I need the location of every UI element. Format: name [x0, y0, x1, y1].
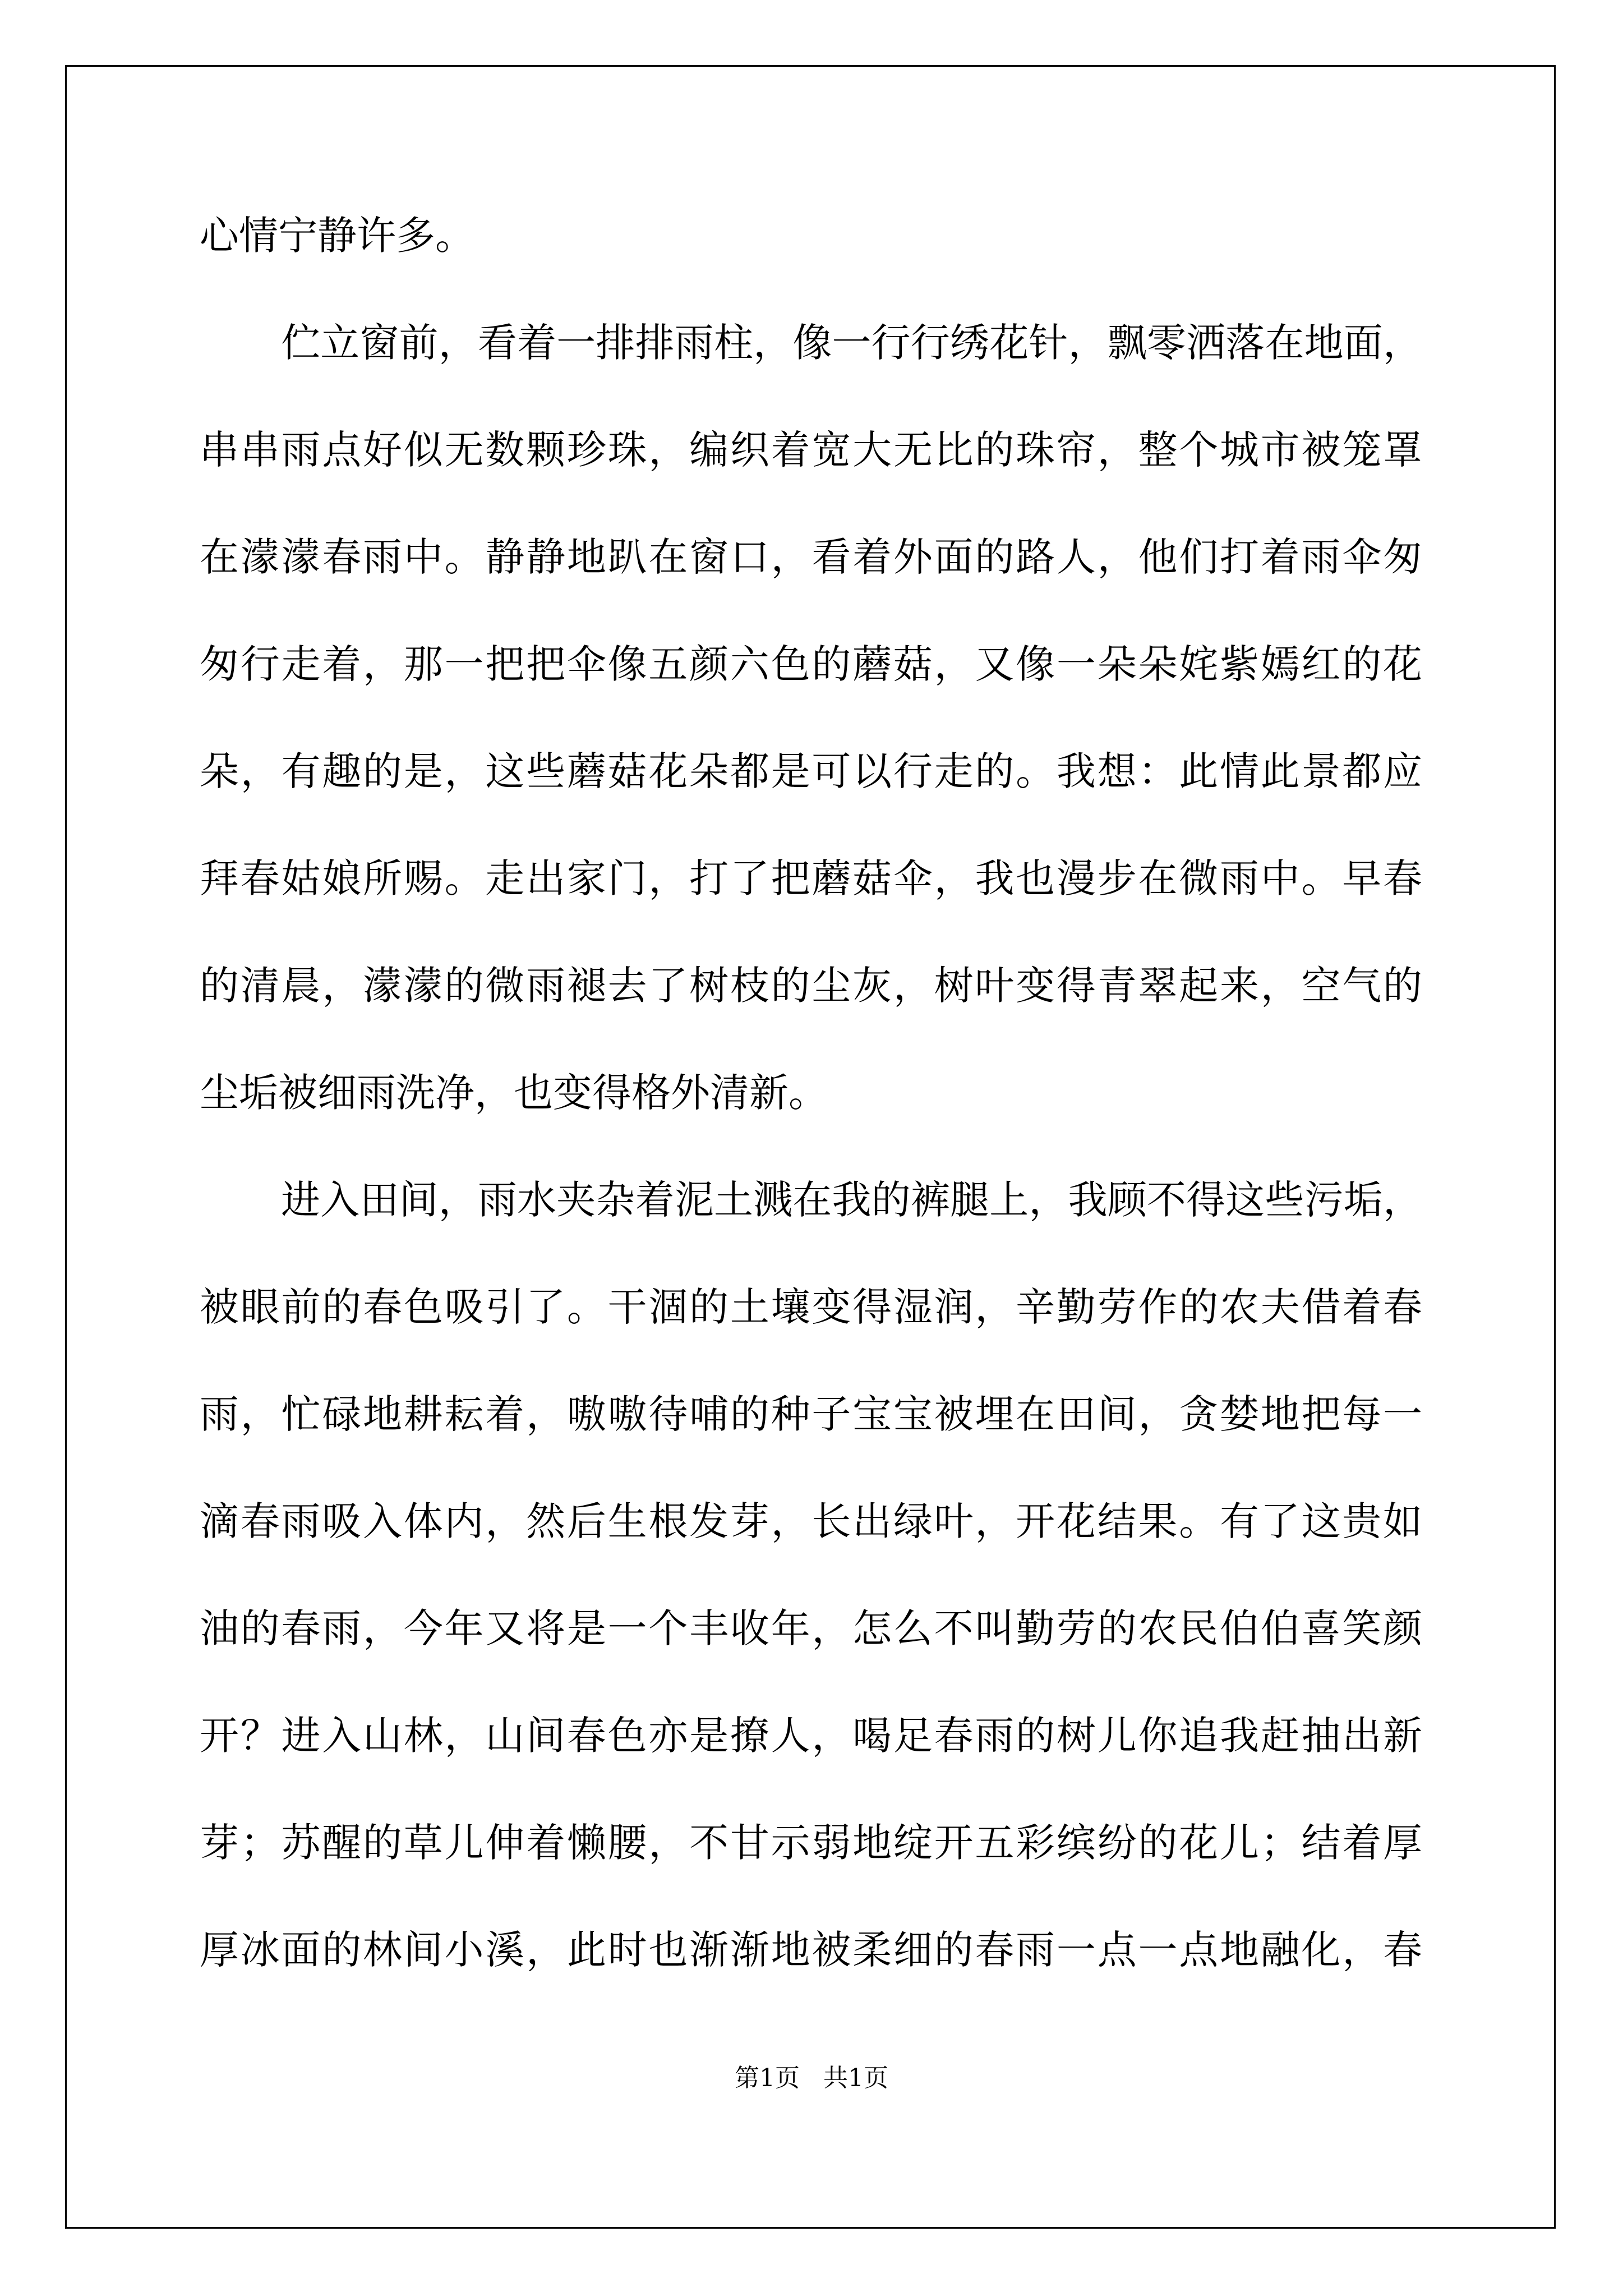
text-line: 伫立窗前，看着一排排雨柱，像一行行绣花针，飘零洒落在地面，: [281, 320, 1422, 366]
text-line: 滴春雨吸入体内，然后生根发芽，长出绿叶，开花结果。有了这贵如: [200, 1498, 1422, 1544]
text-line: 被眼前的春色吸引了。干涸的土壤变得湿润，辛勤劳作的农夫借着春: [200, 1284, 1422, 1330]
page-footer: 第1页 共1页: [735, 2064, 888, 2092]
text-line: 朵，有趣的是，这些蘑菇花朵都是可以行走的。我想：此情此景都应: [200, 748, 1422, 794]
text-line: 油的春雨，今年又将是一个丰收年，怎么不叫勤劳的农民伯伯喜笑颜: [200, 1605, 1422, 1651]
text-line: 雨，忙碌地耕耘着，嗷嗷待哺的种子宝宝被埋在田间，贪婪地把每一: [200, 1391, 1422, 1437]
text-line: 串串雨点好似无数颗珍珠，编织着宽大无比的珠帘，整个城市被笼罩: [200, 427, 1422, 473]
text-line: 匆行走着，那一把把伞像五颜六色的蘑菇，又像一朵朵姹紫嫣红的花: [200, 641, 1422, 687]
text-line: 开？进入山林，山间春色亦是撩人，喝足春雨的树儿你追我赶抽出新: [200, 1713, 1422, 1759]
text-line: 尘垢被细雨洗净，也变得格外清新。: [200, 1070, 828, 1116]
text-line: 在濛濛春雨中。静静地趴在窗口，看着外面的路人，他们打着雨伞匆: [200, 534, 1422, 580]
text-line: 心情宁静许多。: [200, 213, 474, 259]
document-body: [200, 208, 1422, 2029]
text-line: 拜春姑娘所赐。走出家门，打了把蘑菇伞，我也漫步在微雨中。早春: [200, 855, 1422, 901]
text-line: 的清晨，濛濛的微雨褪去了树枝的尘灰，树叶变得青翠起来，空气的: [200, 963, 1422, 1009]
text-line: 厚冰面的林间小溪，此时也渐渐地被柔细的春雨一点一点地融化，春: [200, 1927, 1422, 1973]
text-line: 芽；苏醒的草儿伸着懒腰，不甘示弱地绽开五彩缤纷的花儿；结着厚: [200, 1820, 1422, 1866]
text-line: 进入田间，雨水夹杂着泥土溅在我的裤腿上，我顾不得这些污垢，: [281, 1177, 1422, 1223]
